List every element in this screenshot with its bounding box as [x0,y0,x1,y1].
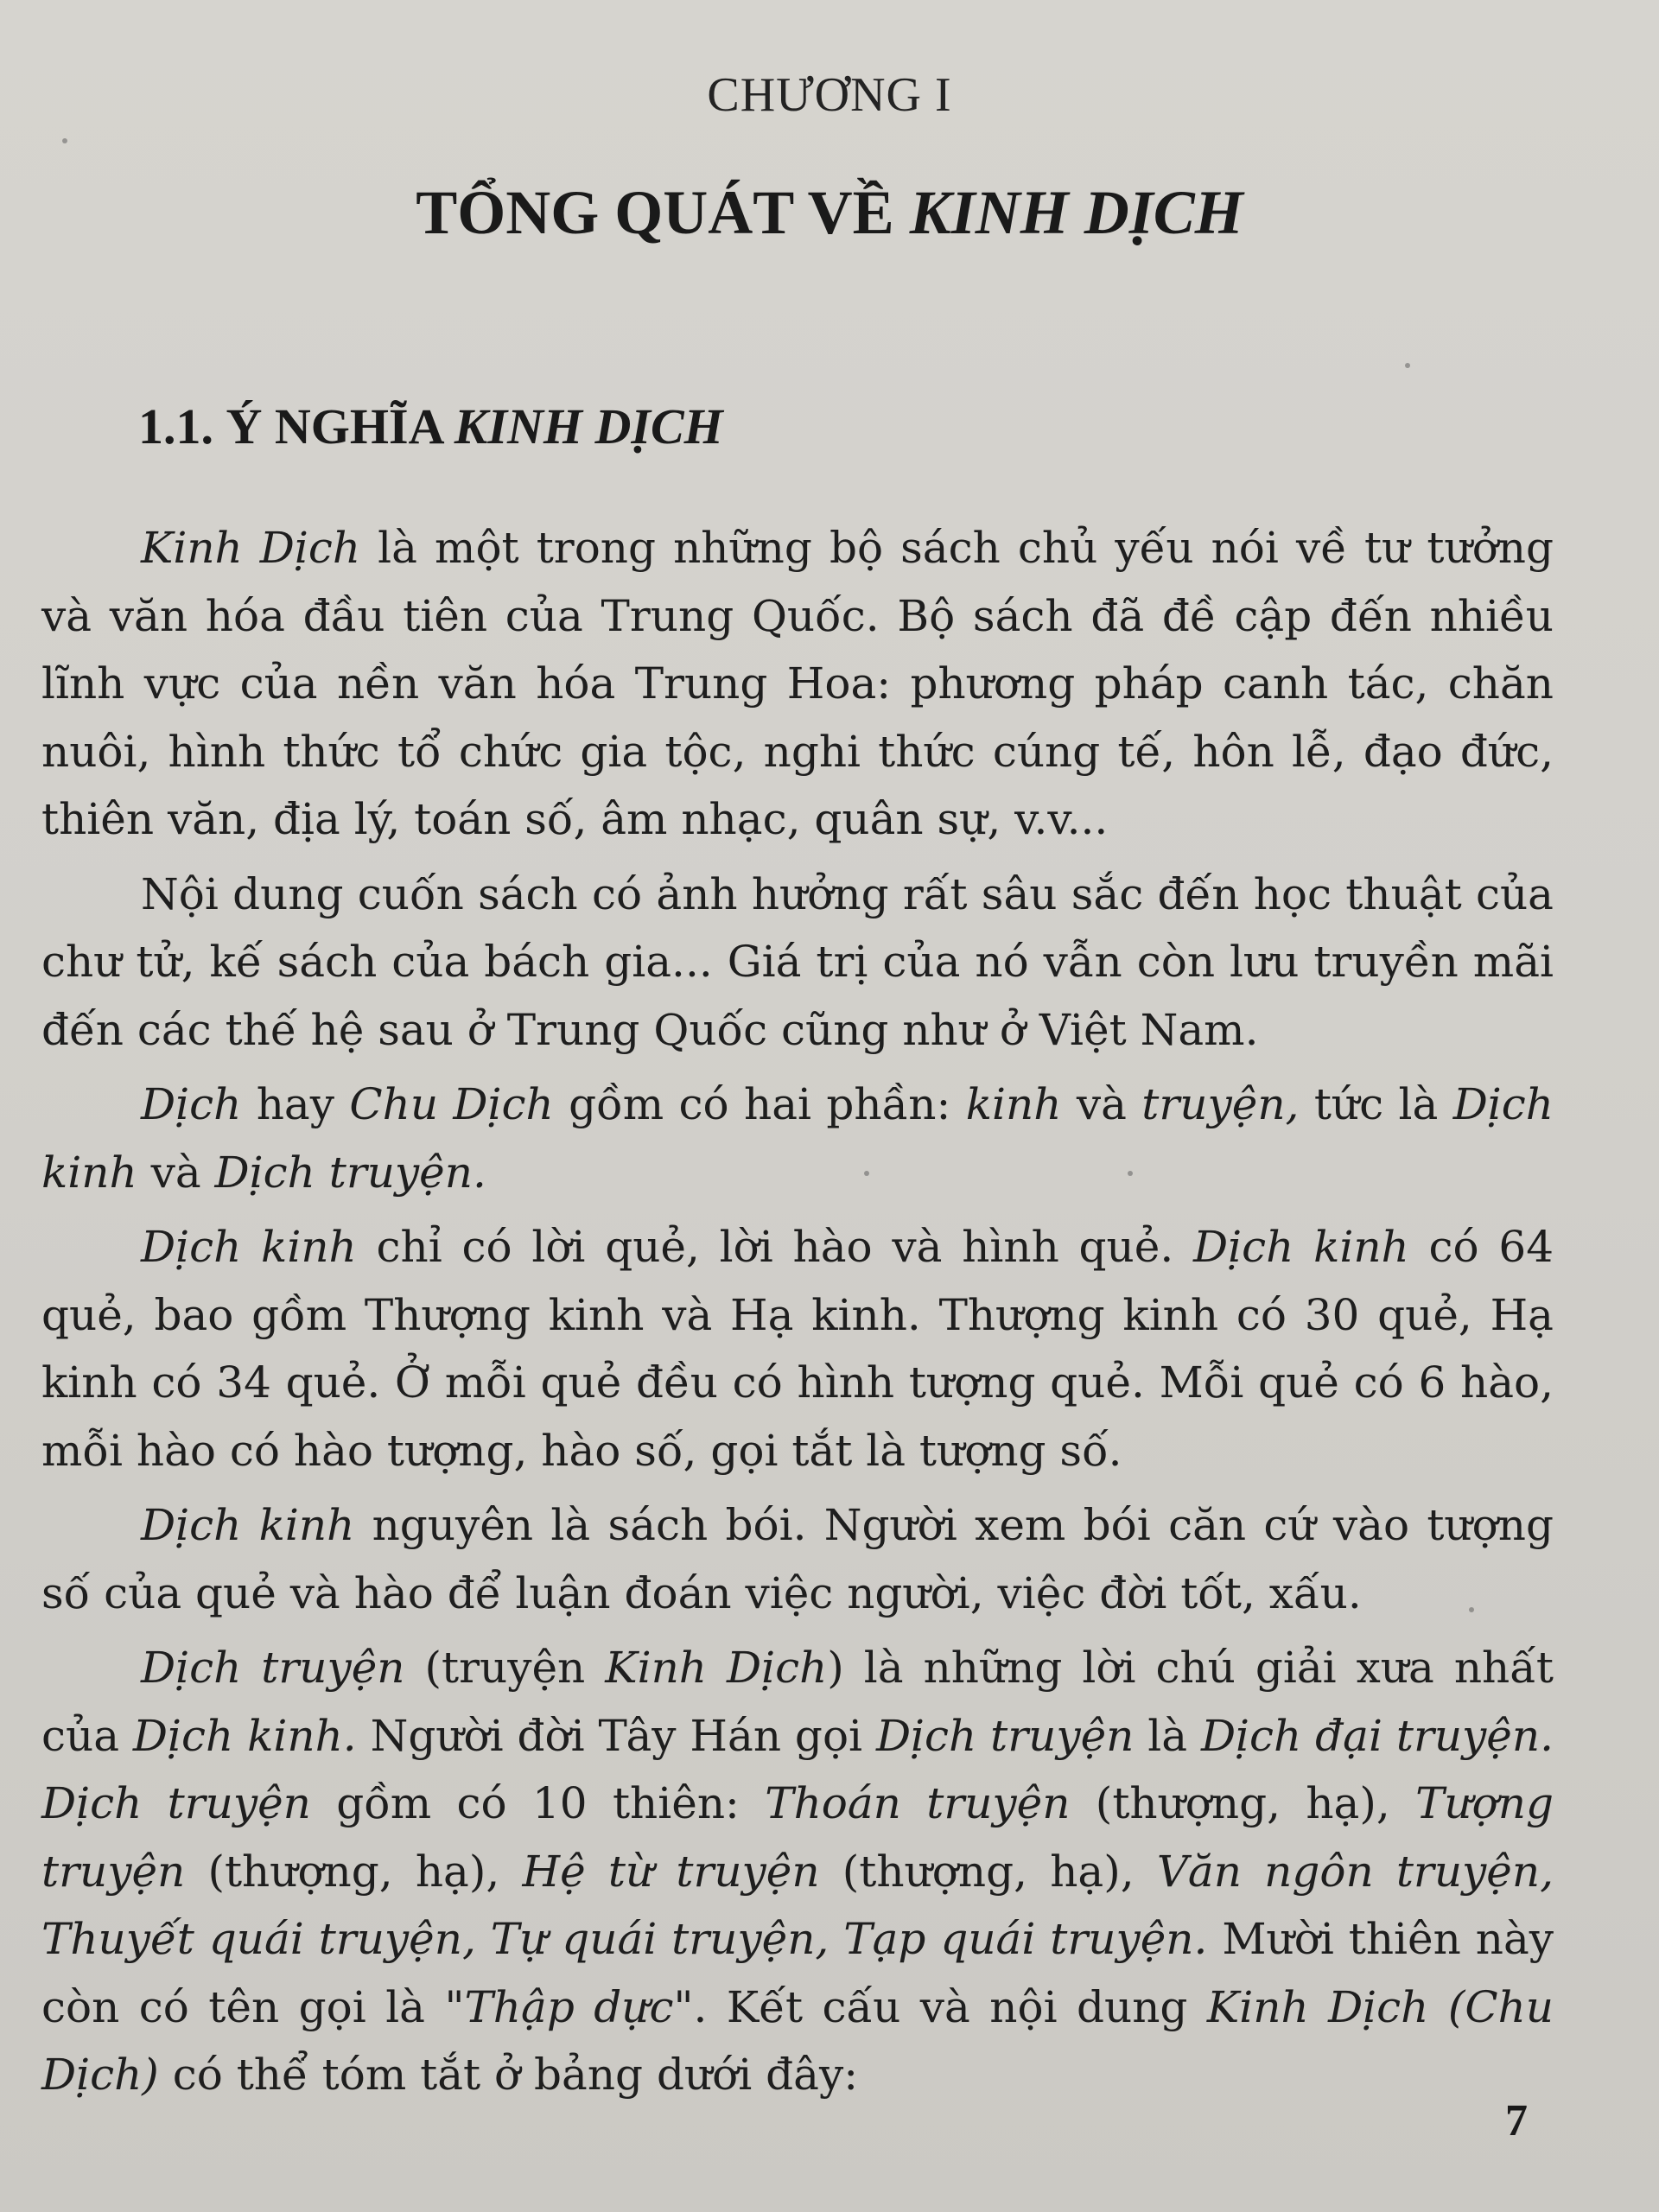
p3-text-4: tức là [1299,1079,1453,1129]
p6-text-11: ". Kết cấu và nội dung [673,1981,1207,2032]
p2-text-1: Nội dung cuốn sách có ảnh hưởng rất sâu sắc đến học thuật của chư tử, kế sách của bách gia... Giá trị của nó vẫn còn lưu truyền mãi đến các thế hệ sau ở Trung Quốc cũng như ở Việt Nam. [41,868,1554,1055]
p3-italic-3: kinh [965,1079,1062,1129]
paper-speck [1128,1171,1133,1176]
chapter-title-main: TỔNG QUÁT VỀ [416,178,894,247]
paragraph-2 [41,861,1554,1065]
p3-italic-2: Chu Dịch [349,1079,554,1129]
p4-text-2: có 64 quẻ, bao gồm Thượng kinh và Hạ kinh. Thượng kinh có 30 quẻ, Hạ kinh có 34 quẻ. Ở mỗi quẻ đều có hình tượng quẻ. Mỗi quẻ có 6 hào, mỗi hào có hào tượng, hào số, gọi tắt là tượng số. [41,1222,1554,1476]
p6-italic-9: Hệ từ truyện [522,1846,820,1897]
p6-italic-10: Văn ngôn truyện, Thuyết quái truyện, Tự quái truyện, Tạp quái truyện. [41,1846,1554,1964]
p5-italic-1: Dịch kinh [141,1500,355,1550]
p6-text-3: Người đời Tây Hán gọi [356,1710,876,1761]
p6-text-6: gồm có 10 thiên: [310,1778,766,1828]
p3-italic-6: Dịch truyện. [214,1147,486,1198]
paper-speck [864,1171,869,1176]
p1-text-1: là một trong những bộ sách chủ yếu nói về tư tưởng và văn hóa đầu tiên của Trung Quốc. Bộ sách đã đề cập đến nhiều lĩnh vực của nền văn hóa Trung Hoa: phương pháp canh tác, chăn nuôi, hình thức tổ chức gia tộc, nghi thức cúng tế, hôn lễ, đạo đức, thiên văn, địa lý, toán số, âm nhạc, quân sự, v.v... [41,523,1554,844]
p4-italic-2: Dịch kinh [1193,1222,1409,1272]
paper-speck [62,138,67,143]
section-heading-number: 1.1. Ý NGHĨA [138,398,442,454]
paragraph-6 [41,1634,1554,2109]
p3-italic-5: Dịch kinh [41,1079,1554,1198]
body-text [41,514,1554,2116]
paper-speck [1405,363,1410,368]
p3-text-3: và [1061,1079,1142,1129]
p6-italic-12: Kinh Dịch (Chu Dịch) [41,1981,1554,2100]
p6-text-2: ) là những lời chú giải xưa nhất của [41,1643,1554,1761]
chapter-title-italic: KINH DỊCH [909,178,1243,247]
p6-text-7: (thượng, hạ), [1070,1778,1416,1828]
p6-text-4: là [1134,1710,1201,1761]
paragraph-1 [41,514,1554,854]
paragraph-5 [41,1491,1554,1627]
p3-text-2: gồm có hai phần: [553,1079,966,1129]
paragraph-3 [41,1071,1554,1206]
p5-text-1: nguyên là sách bói. Người xem bói căn cứ vào tượng số của quẻ và hào để luận đoán việc người, việc đời tốt, xấu. [41,1500,1554,1618]
p4-italic-1: Dịch kinh [141,1222,357,1272]
p3-text-1: hay [241,1079,350,1129]
paper-speck [1469,1607,1474,1612]
paragraph-4 [41,1213,1554,1484]
p6-italic-11: Thập dực [464,1981,674,2032]
section-heading [138,397,723,455]
p6-italic-7: Thoán truyện [765,1778,1071,1828]
p6-italic-5: Dịch đại truyện. [1200,1710,1554,1761]
chapter-title [0,177,1659,249]
p4-text-1: chỉ có lời quẻ, lời hào và hình quẻ. [356,1222,1194,1272]
p6-text-9: (thượng, hạ), [819,1846,1157,1897]
p6-italic-6: Dịch truyện [41,1778,311,1828]
p6-text-1: (truyện [404,1643,606,1693]
p6-italic-1: Dịch truyện [141,1643,405,1693]
p3-text-5: và [137,1147,215,1198]
p1-italic-1: Kinh Dịch [141,523,361,573]
p3-italic-1: Dịch [141,1079,242,1129]
p6-text-12: có thể tóm tắt ở bảng dưới đây: [158,2050,859,2100]
page-number: 7 [1505,2096,1528,2145]
chapter-label: CHƯƠNG I [707,68,952,122]
p6-italic-8: Tượng truyện [41,1778,1554,1897]
p6-italic-2: Kinh Dịch [605,1643,828,1693]
p6-text-8: (thượng, hạ), [185,1846,523,1897]
p3-italic-4: truyện, [1141,1079,1300,1129]
p6-italic-3: Dịch kinh. [132,1710,357,1761]
p6-text-10: Mười thiên này còn có tên gọi là " [41,1914,1554,2032]
section-heading-italic: KINH DỊCH [454,398,723,454]
p6-italic-4: Dịch truyện [875,1710,1135,1761]
